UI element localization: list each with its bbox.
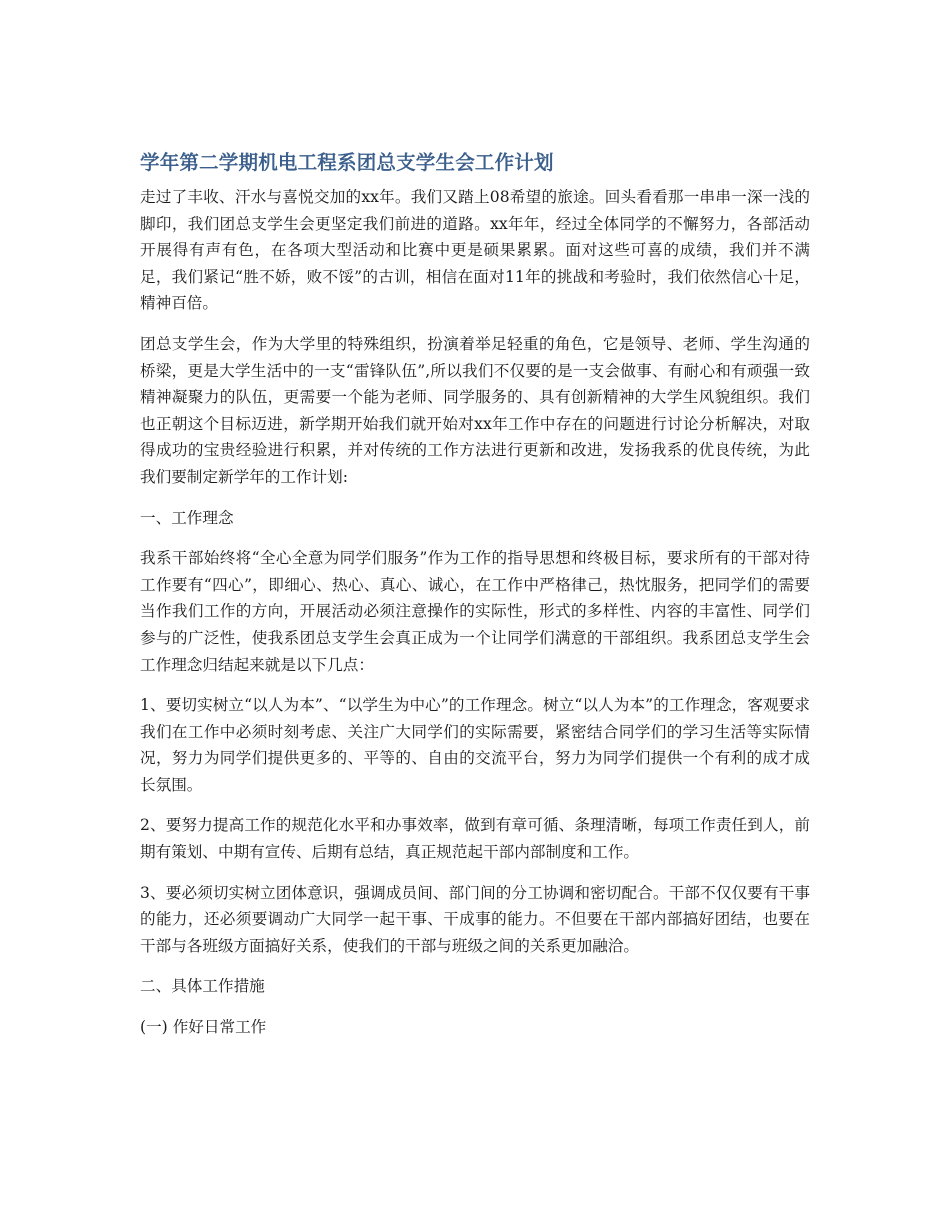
subsection-heading-daily-work: (一) 作好日常工作 — [140, 1018, 267, 1037]
document-title: 学年第二学期机电工程系团总支学生会工作计划 — [140, 151, 554, 174]
intro-paragraph-1: 走过了丰收、汗水与喜悦交加的xx年。我们又踏上08希望的旅途。回头看看那一串串一深一浅的脚印，我们团总支学生会更坚定我们前进的道路。xx年年，经过全体同学的不懈努力，各部活动开展得有声有色，在各项大型活动和比赛中更是硕果累累。面对这些可喜的成绩，我们并不满足，我们紧记“胜不娇，败不馁”的古训，相信在面对11年的挑战和考验时，我们依然信心十足，精神百倍。 — [140, 188, 810, 313]
work-philosophy-paragraph: 我系干部始终将“全心全意为同学们服务”作为工作的指导思想和终极目标，要求所有的干部对待工作要有“四心”，即细心、热心、真心、诚心，在工作中严格律己，热忱服务，把同学们的需要当作我们工作的方向，开展活动必须注意操作的实际性，形式的多样性、内容的丰富性、同学们参与的广泛性，使我系团总支学生会真正成为一个让同学们满意的干部组织。我系团总支学生会工作理念归结起来就是以下几点： — [140, 549, 810, 674]
philosophy-point-2: 2、要努力提高工作的规范化水平和办事效率，做到有章可循、条理清晰，每项工作责任到人，前期有策划、中期有宣传、后期有总结，真正规范起干部内部制度和工作。 — [140, 816, 810, 862]
section-heading-work-philosophy: 一、工作理念 — [140, 508, 234, 527]
philosophy-point-3: 3、要必须切实树立团体意识，强调成员间、部门间的分工协调和密切配合。干部不仅仅要有干事的能力，还必须要调动广大同学一起干事、干成事的能力。不但要在干部内部搞好团结，也要在干部与各班级方面搞好关系，使我们的干部与班级之间的关系更加融洽。 — [140, 883, 810, 955]
section-heading-measures: 二、具体工作措施 — [140, 977, 265, 996]
philosophy-point-1: 1、要切实树立“以人为本”、“以学生为中心”的工作理念。树立“以人为本”的工作理念，客观要求我们在工作中必须时刻考虑、关注广大同学们的实际需要，紧密结合同学们的学习生活等实际情况，努力为同学们提供更多的、平等的、自由的交流平台，努力为同学们提供一个有利的成才成长氛围。 — [140, 696, 810, 794]
document-page — [140, 148, 810, 1055]
intro-paragraph-2: 团总支学生会，作为大学里的特殊组织，扮演着举足轻重的角色，它是领导、老师、学生沟通的桥梁，更是大学生活中的一支“雷锋队伍”,所以我们不仅要的是一支会做事、有耐心和有顽强一致精神凝聚力的队伍，更需要一个能为老师、同学服务的、具有创新精神的大学生风貌组织。我们也正朝这个目标迈进，新学期开始我们就开始对xx年工作中存在的问题进行讨论分析解决，对取得成功的宝贵经验进行积累，并对传统的工作方法进行更新和改进，发扬我系的优良传统，为此我们要制定新学年的工作计划: — [140, 334, 810, 486]
